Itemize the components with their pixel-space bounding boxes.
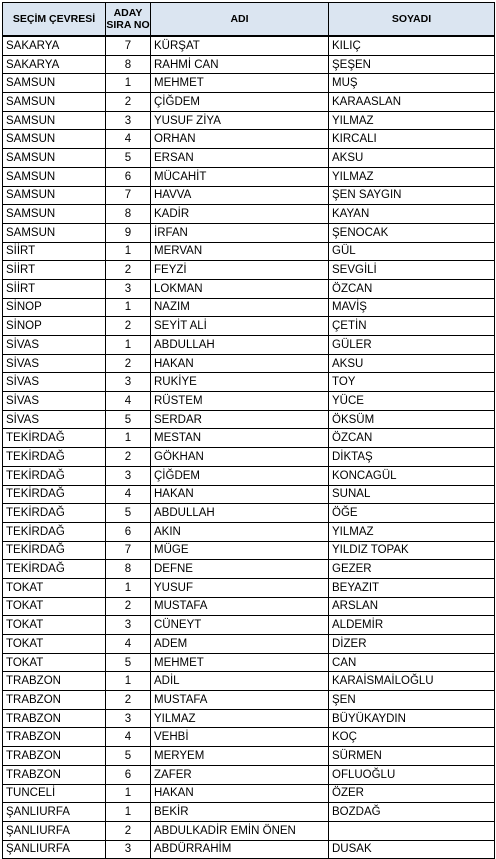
surname-cell: DUSAK <box>329 840 495 859</box>
order-cell: 5 <box>106 504 151 523</box>
name-cell: GÖKHAN <box>151 448 329 467</box>
district-cell: TRABZON <box>3 765 106 784</box>
surname-cell: ŞEN <box>329 691 495 710</box>
name-cell: MUSTAFA <box>151 597 329 616</box>
surname-cell: AKSU <box>329 354 495 373</box>
table-row <box>3 298 495 317</box>
surname-cell: ALDEMİR <box>329 616 495 635</box>
table-row <box>3 560 495 579</box>
table-row <box>3 504 495 523</box>
header-surname: SOYADI <box>329 3 495 37</box>
name-cell: ZAFER <box>151 765 329 784</box>
table-header <box>3 3 495 37</box>
header-order-line1: ADAY <box>113 7 143 19</box>
surname-cell: YILDIZ TOPAK <box>329 541 495 560</box>
order-cell: 2 <box>106 448 151 467</box>
surname-cell: KARAASLAN <box>329 93 495 112</box>
order-cell: 1 <box>106 298 151 317</box>
surname-cell: ÇETİN <box>329 317 495 336</box>
surname-cell: ŞEŞEN <box>329 55 495 74</box>
table-row <box>3 167 495 186</box>
name-cell: RAHMİ CAN <box>151 55 329 74</box>
district-cell: TEKİRDAĞ <box>3 541 106 560</box>
district-cell: TRABZON <box>3 691 106 710</box>
surname-cell: YILMAZ <box>329 167 495 186</box>
surname-cell: TOY <box>329 373 495 392</box>
name-cell: ERSAN <box>151 149 329 168</box>
header-order-line2: SIRA NO <box>106 19 150 31</box>
surname-cell: YÜCE <box>329 392 495 411</box>
surname-cell: ÖZCAN <box>329 429 495 448</box>
name-cell: HAVVA <box>151 186 329 205</box>
name-cell: AKIN <box>151 522 329 541</box>
order-cell: 8 <box>106 55 151 74</box>
district-cell: TEKİRDAĞ <box>3 504 106 523</box>
table-row <box>3 242 495 261</box>
surname-cell: ÖZCAN <box>329 279 495 298</box>
district-cell: SİVAS <box>3 392 106 411</box>
district-cell: SİNOP <box>3 317 106 336</box>
table-row <box>3 317 495 336</box>
name-cell: SERDAR <box>151 410 329 429</box>
order-cell: 3 <box>106 279 151 298</box>
table-row <box>3 429 495 448</box>
table-row <box>3 36 495 55</box>
name-cell: ÇİĞDEM <box>151 93 329 112</box>
district-cell: TRABZON <box>3 709 106 728</box>
table-row <box>3 728 495 747</box>
name-cell: SEYİT ALİ <box>151 317 329 336</box>
table-row <box>3 784 495 803</box>
table-row <box>3 653 495 672</box>
candidate-list-sheet <box>2 2 494 859</box>
name-cell: ADEM <box>151 635 329 654</box>
name-cell: CÜNEYT <box>151 616 329 635</box>
table-row <box>3 74 495 93</box>
district-cell: TRABZON <box>3 728 106 747</box>
district-cell: SİİRT <box>3 261 106 280</box>
district-cell: SİVAS <box>3 354 106 373</box>
district-cell: SİVAS <box>3 410 106 429</box>
name-cell: MÜCAHİT <box>151 167 329 186</box>
order-cell: 1 <box>106 784 151 803</box>
name-cell: MUSTAFA <box>151 691 329 710</box>
surname-cell: OFLUOĞLU <box>329 765 495 784</box>
name-cell: ABDULLAH <box>151 336 329 355</box>
district-cell: SAKARYA <box>3 55 106 74</box>
district-cell: SAMSUN <box>3 205 106 224</box>
name-cell: HAKAN <box>151 354 329 373</box>
header-name: ADI <box>151 3 329 37</box>
name-cell: FEYZİ <box>151 261 329 280</box>
order-cell: 2 <box>106 317 151 336</box>
table-row <box>3 373 495 392</box>
district-cell: TEKİRDAĞ <box>3 466 106 485</box>
surname-cell: MAVİŞ <box>329 298 495 317</box>
name-cell: RÜSTEM <box>151 392 329 411</box>
order-cell: 7 <box>106 36 151 55</box>
surname-cell: ŞEN SAYGIN <box>329 186 495 205</box>
order-cell: 4 <box>106 635 151 654</box>
candidate-table <box>2 2 495 859</box>
district-cell: SAMSUN <box>3 167 106 186</box>
district-cell: SAMSUN <box>3 111 106 130</box>
name-cell: ÇİĞDEM <box>151 466 329 485</box>
name-cell: MEHMET <box>151 74 329 93</box>
district-cell: SAMSUN <box>3 223 106 242</box>
order-cell: 4 <box>106 485 151 504</box>
order-cell: 8 <box>106 205 151 224</box>
surname-cell: SEVGİLİ <box>329 261 495 280</box>
district-cell: TEKİRDAĞ <box>3 560 106 579</box>
district-cell: SAMSUN <box>3 149 106 168</box>
surname-cell: DİKTAŞ <box>329 448 495 467</box>
district-cell: ŞANLIURFA <box>3 803 106 822</box>
district-cell: SAKARYA <box>3 36 106 55</box>
name-cell: HAKAN <box>151 485 329 504</box>
surname-cell: KILIÇ <box>329 36 495 55</box>
district-cell: TOKAT <box>3 653 106 672</box>
name-cell: KADİR <box>151 205 329 224</box>
district-cell: SİVAS <box>3 373 106 392</box>
surname-cell: KAYAN <box>329 205 495 224</box>
district-cell: TRABZON <box>3 672 106 691</box>
table-row <box>3 354 495 373</box>
district-cell: TOKAT <box>3 578 106 597</box>
order-cell: 3 <box>106 466 151 485</box>
order-cell: 2 <box>106 691 151 710</box>
order-cell: 3 <box>106 709 151 728</box>
order-cell: 1 <box>106 429 151 448</box>
table-row <box>3 55 495 74</box>
district-cell: SİİRT <box>3 279 106 298</box>
table-row <box>3 485 495 504</box>
district-cell: TEKİRDAĞ <box>3 448 106 467</box>
name-cell: MÜGE <box>151 541 329 560</box>
table-row <box>3 336 495 355</box>
name-cell: ADİL <box>151 672 329 691</box>
table-row <box>3 111 495 130</box>
order-cell: 1 <box>106 578 151 597</box>
order-cell: 3 <box>106 616 151 635</box>
table-row <box>3 765 495 784</box>
order-cell: 5 <box>106 653 151 672</box>
name-cell: LOKMAN <box>151 279 329 298</box>
name-cell: MERVAN <box>151 242 329 261</box>
table-row <box>3 541 495 560</box>
district-cell: SAMSUN <box>3 186 106 205</box>
order-cell: 2 <box>106 261 151 280</box>
surname-cell: ÖĞE <box>329 504 495 523</box>
order-cell: 3 <box>106 840 151 859</box>
district-cell: SAMSUN <box>3 130 106 149</box>
name-cell: İRFAN <box>151 223 329 242</box>
name-cell: NAZIM <box>151 298 329 317</box>
name-cell: RUKİYE <box>151 373 329 392</box>
surname-cell: MUŞ <box>329 74 495 93</box>
name-cell: VEHBİ <box>151 728 329 747</box>
order-cell: 6 <box>106 765 151 784</box>
table-row <box>3 691 495 710</box>
header-order <box>106 3 151 37</box>
district-cell: ŞANLIURFA <box>3 821 106 840</box>
name-cell: ABDÜRRAHİM <box>151 840 329 859</box>
order-cell: 5 <box>106 747 151 766</box>
order-cell: 2 <box>106 93 151 112</box>
order-cell: 7 <box>106 541 151 560</box>
district-cell: TEKİRDAĞ <box>3 522 106 541</box>
order-cell: 3 <box>106 111 151 130</box>
name-cell: HAKAN <box>151 784 329 803</box>
surname-cell: BEYAZIT <box>329 578 495 597</box>
name-cell: MEHMET <box>151 653 329 672</box>
table-row <box>3 597 495 616</box>
table-row <box>3 130 495 149</box>
surname-cell <box>329 821 495 840</box>
surname-cell: KOÇ <box>329 728 495 747</box>
district-cell: SİİRT <box>3 242 106 261</box>
table-row <box>3 392 495 411</box>
order-cell: 8 <box>106 560 151 579</box>
table-row <box>3 186 495 205</box>
district-cell: TEKİRDAĞ <box>3 485 106 504</box>
district-cell: SAMSUN <box>3 74 106 93</box>
surname-cell: KARAİSMAİLOĞLU <box>329 672 495 691</box>
table-row <box>3 205 495 224</box>
order-cell: 4 <box>106 392 151 411</box>
surname-cell: GÜL <box>329 242 495 261</box>
surname-cell: DİZER <box>329 635 495 654</box>
header-district: SEÇİM ÇEVRESİ <box>3 3 106 37</box>
table-row <box>3 578 495 597</box>
name-cell: MERYEM <box>151 747 329 766</box>
surname-cell: KONCAGÜL <box>329 466 495 485</box>
surname-cell: GEZER <box>329 560 495 579</box>
district-cell: SİNOP <box>3 298 106 317</box>
table-row <box>3 223 495 242</box>
order-cell: 2 <box>106 354 151 373</box>
surname-cell: CAN <box>329 653 495 672</box>
order-cell: 5 <box>106 410 151 429</box>
name-cell: KÜRŞAT <box>151 36 329 55</box>
order-cell: 1 <box>106 74 151 93</box>
table-body <box>3 36 495 859</box>
order-cell: 1 <box>106 672 151 691</box>
table-row <box>3 747 495 766</box>
order-cell: 1 <box>106 242 151 261</box>
district-cell: ŞANLIURFA <box>3 840 106 859</box>
table-row <box>3 410 495 429</box>
surname-cell: YILMAZ <box>329 522 495 541</box>
order-cell: 7 <box>106 186 151 205</box>
table-row <box>3 821 495 840</box>
name-cell: ABDULKADİR EMİN ÖNEN <box>151 821 329 840</box>
table-row <box>3 709 495 728</box>
district-cell: TOKAT <box>3 597 106 616</box>
surname-cell: ÖZER <box>329 784 495 803</box>
district-cell: TEKİRDAĞ <box>3 429 106 448</box>
order-cell: 2 <box>106 821 151 840</box>
table-row <box>3 149 495 168</box>
surname-cell: YILMAZ <box>329 111 495 130</box>
district-cell: TRABZON <box>3 747 106 766</box>
table-row <box>3 93 495 112</box>
surname-cell: KIRCALI <box>329 130 495 149</box>
name-cell: YUSUF <box>151 578 329 597</box>
surname-cell: BÜYÜKAYDIN <box>329 709 495 728</box>
order-cell: 2 <box>106 597 151 616</box>
district-cell: TOKAT <box>3 635 106 654</box>
order-cell: 5 <box>106 149 151 168</box>
surname-cell: GÜLER <box>329 336 495 355</box>
surname-cell: ÖKSÜM <box>329 410 495 429</box>
order-cell: 6 <box>106 167 151 186</box>
order-cell: 3 <box>106 373 151 392</box>
name-cell: ORHAN <box>151 130 329 149</box>
district-cell: SAMSUN <box>3 93 106 112</box>
order-cell: 1 <box>106 803 151 822</box>
table-row <box>3 279 495 298</box>
table-row <box>3 840 495 859</box>
name-cell: ABDULLAH <box>151 504 329 523</box>
district-cell: TUNCELİ <box>3 784 106 803</box>
name-cell: YILMAZ <box>151 709 329 728</box>
surname-cell: ŞENOCAK <box>329 223 495 242</box>
order-cell: 9 <box>106 223 151 242</box>
district-cell: SİVAS <box>3 336 106 355</box>
order-cell: 6 <box>106 522 151 541</box>
surname-cell: SUNAL <box>329 485 495 504</box>
table-row <box>3 466 495 485</box>
name-cell: DEFNE <box>151 560 329 579</box>
table-row <box>3 522 495 541</box>
order-cell: 1 <box>106 336 151 355</box>
district-cell: TOKAT <box>3 616 106 635</box>
table-row <box>3 672 495 691</box>
table-row <box>3 616 495 635</box>
table-row <box>3 635 495 654</box>
table-row <box>3 448 495 467</box>
name-cell: BEKİR <box>151 803 329 822</box>
name-cell: MESTAN <box>151 429 329 448</box>
order-cell: 4 <box>106 130 151 149</box>
surname-cell: BOZDAĞ <box>329 803 495 822</box>
name-cell: YUSUF ZİYA <box>151 111 329 130</box>
table-row <box>3 261 495 280</box>
surname-cell: AKSU <box>329 149 495 168</box>
surname-cell: ARSLAN <box>329 597 495 616</box>
order-cell: 4 <box>106 728 151 747</box>
table-row <box>3 803 495 822</box>
surname-cell: SÜRMEN <box>329 747 495 766</box>
